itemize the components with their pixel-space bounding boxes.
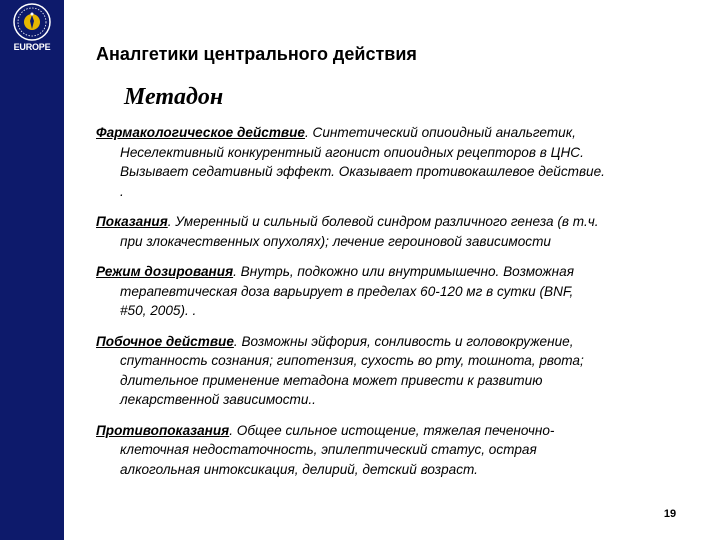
paragraph-text: . Умеренный и сильный болевой синдром различного генеза (в т.ч. при злокачественных опухолях); лечение героиновой зависимости bbox=[120, 214, 599, 249]
paragraph-term: Показания bbox=[96, 214, 168, 229]
sidebar-band bbox=[0, 0, 64, 540]
paragraph-text: . Возможны эйфория, сонливость и головокружение, спутанность сознания; гипотензия, сухость во рту, тошнота, рвота; длительное применение метадона может привести к развитию лекарственной зависимости.. bbox=[120, 333, 584, 407]
paragraph-term: Противопоказания bbox=[96, 422, 230, 438]
logo-text: EUROPE bbox=[13, 42, 51, 52]
europe-logo bbox=[4, 2, 60, 72]
paragraph-term: Режим дозирования bbox=[96, 264, 234, 279]
paragraph-indications bbox=[96, 212, 702, 251]
paragraph-text: . Общее сильное истощение, тяжелая печеночно- клеточная недостаточность, эпилептический статус, острая алкогольная интоксикация, делирий, детский возраст. bbox=[120, 422, 555, 477]
emblem-icon bbox=[4, 2, 60, 46]
paragraph-term: Фармакологическое действие bbox=[96, 125, 305, 140]
paragraph-dosage bbox=[96, 262, 702, 321]
content-body bbox=[96, 123, 702, 490]
section-title: Метадон bbox=[124, 84, 224, 110]
slide-title: Аналгетики центрального действия bbox=[96, 44, 417, 64]
paragraph-side-effects bbox=[96, 332, 702, 410]
paragraph-contraindications bbox=[96, 421, 702, 480]
paragraph-pharmacology bbox=[96, 123, 702, 201]
paragraph-text: . Синтетический опиоидный анальгетик, Неселективный конкурентный агонист опиоидных рецепторов в ЦНС. Вызывает седативный эффект. Оказывает противокашлевое действие. . bbox=[120, 125, 605, 199]
paragraph-term: Побочное действие bbox=[96, 333, 234, 349]
page-number: 19 bbox=[663, 508, 677, 520]
paragraph-text: . Внутрь, подкожно или внутримышечно. Возможная терапевтическая доза варьирует в пределах 60-120 мг в сутки (BNF, #50, 2005). . bbox=[120, 264, 574, 318]
